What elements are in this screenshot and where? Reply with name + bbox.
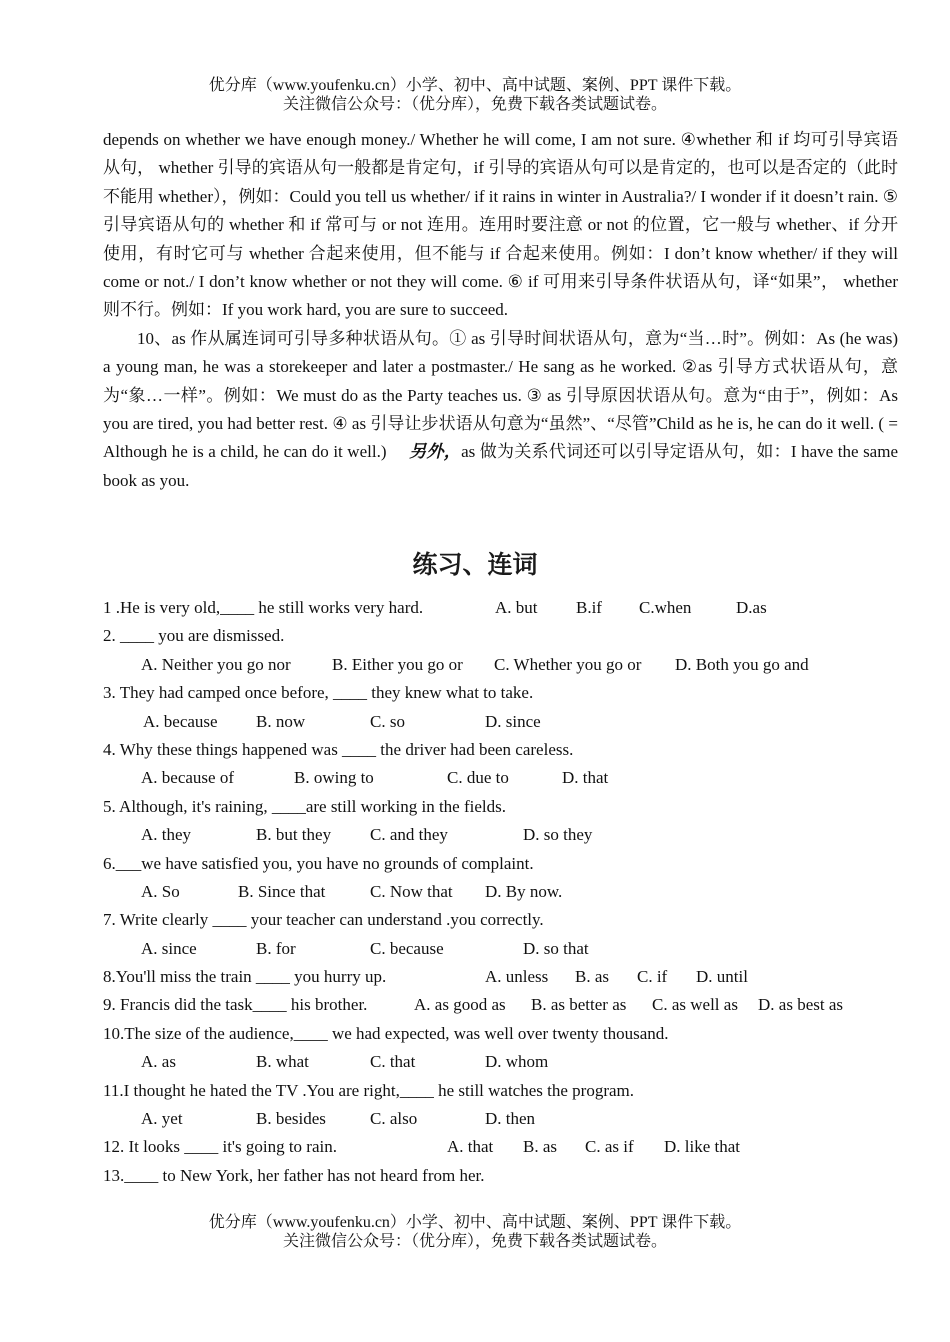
question-5-option-b: B. but they <box>256 825 332 845</box>
question-4-option-a: A. because of <box>141 768 234 788</box>
question-2-option-a: A. Neither you go nor <box>141 654 291 674</box>
question-5-options <box>103 821 903 849</box>
question-9-stem: 9. Francis did the task____ his brother. <box>103 995 368 1015</box>
question-3-option-c: C. so <box>370 711 405 731</box>
question-9-option-a: A. as good as <box>414 995 506 1015</box>
question-6-option-d: D. By now. <box>485 881 563 901</box>
question-8-option-b: B. as <box>575 967 609 987</box>
footer-line-2: 关注微信公众号：（优分库），免费下载各类试题试卷。 <box>282 1233 667 1250</box>
question-10-stem: 10.The size of the audience,____ we had expected, was well over twenty thousand. <box>103 1023 669 1043</box>
page-header <box>0 76 950 114</box>
question-2-option-c: C. Whether you go or <box>494 654 642 674</box>
question-11-option-b: B. besides <box>256 1109 326 1129</box>
question-8-option-c: C. if <box>637 967 668 987</box>
question-1-option-d: D.as <box>736 598 767 617</box>
question-8-option-a: A. unless <box>485 967 549 987</box>
question-4-options <box>103 764 903 792</box>
question-12-line <box>103 1133 903 1161</box>
question-5-stem: 5. Although, it's raining, ____are still working in the fields. <box>103 796 506 816</box>
question-stem <box>103 594 903 622</box>
question-7-option-c: C. because <box>370 938 444 958</box>
emphasis-lingwai: 另外， <box>409 442 462 462</box>
question-1-option-b: B.if <box>576 598 602 617</box>
question-12-option-c: C. as if <box>585 1137 634 1157</box>
question-5-option-c: C. and they <box>370 825 448 845</box>
question-12-option-d: D. like that <box>664 1137 741 1157</box>
notes-paragraph-whether-if: depends on whether we have enough money./ Whether he will come, I am not sure. ④whether 和 if 均可引导宾语从句， whether 引导的宾语从句一般都是肯定句，if 引导的宾语从句可以是肯定的，也可以是否定的（此时不能用 whether），例如：Could you tell us whether/ if it rains in winter in Australia?/ I wonder if it doesn’t rain. ⑤ 引导宾语从句的 whether 和 if 常可与 or not 连用。连用时要注意 or not 的位置，它一般与 whether、if 分开使用，有时它可与 whether 合起来使用，但不能与 if 合起来使用。例如：I don’t know whether/ if they will come or not./ I don’t know whether or not they will come. ⑥ if 可用来引导条件状语从句，译“如果”， whether 则不行。例如：If you work hard, you are sure to succeed. <box>103 130 898 320</box>
header-line-2: 关注微信公众号：（优分库），免费下载各类试题试卷。 <box>282 96 667 113</box>
question-4-option-c: C. due to <box>447 768 509 788</box>
question-1-stem: 1 .He is very old,____ he still works very hard. <box>103 598 424 617</box>
question-8-stem: 8.You'll miss the train ____ you hurry up. <box>103 967 387 987</box>
question-6-option-c: C. Now that <box>370 881 453 901</box>
question-2-stem: 2. ____ you are dismissed. <box>103 626 285 646</box>
question-4-option-d: D. that <box>562 768 609 788</box>
question-8-line <box>103 963 903 991</box>
exercise-list <box>103 594 903 1190</box>
question-10-option-d: D. whom <box>485 1052 549 1072</box>
question-6-options <box>103 878 903 906</box>
question-13-stem: 13.____ to New York, her father has not heard from her. <box>103 1165 485 1185</box>
question-10-option-c: C. that <box>370 1052 416 1072</box>
question-12-option-b: B. as <box>523 1137 557 1157</box>
question-7-options <box>103 935 903 963</box>
question-11-stem: 11.I thought he hated the TV .You are right,____ he still watches the program. <box>103 1080 635 1100</box>
exercise-title: 练习、连词 <box>412 550 538 579</box>
question-11-options <box>103 1105 903 1133</box>
question-4-stem: 4. Why these things happened was ____ the driver had been careless. <box>103 739 574 759</box>
page-footer <box>0 1213 950 1251</box>
question-7-option-b: B. for <box>256 938 296 958</box>
question-9-option-b: B. as better as <box>531 995 627 1015</box>
question-5-option-d: D. so they <box>523 825 593 845</box>
question-6-option-a: A. So <box>141 881 180 901</box>
question-5-option-a: A. they <box>141 825 192 845</box>
question-11-option-a: A. yet <box>141 1109 183 1129</box>
question-7-stem: 7. Write clearly ____ your teacher can understand .you correctly. <box>103 910 544 930</box>
question-9-line <box>103 991 903 1019</box>
question-6-stem: 6.___we have satisfied you, you have no grounds of complaint. <box>103 853 534 873</box>
question-3-options <box>103 708 903 736</box>
notes-paragraph-as <box>103 325 898 495</box>
header-line-1: 优分库（www.youfenku.cn）小学、初中、高中试题、案例、PPT 课件下载。 <box>208 77 742 94</box>
question-9-option-d: D. as best as <box>758 995 843 1015</box>
notes-paragraph-as-text: 10、as 作从属连词可引导多种状语从句。① as 引导时间状语从句，意为“当…时”。例如：As (he was) a young man, he was a storekeeper and later a postmaster./ He sang as he worked. ②as 引导方式状语从句，意为“象…一样”。例如：We must do as the Party teaches us. ③ as 引导原因状语从句。意为“由于”，例如：As you are tired, you had better rest. ④ as 引导让步状语从句意为“虽然”、“尽管”Child as he is, he can do it well. ( = Although he is a child, he can do it well.) <box>103 328 898 462</box>
question-1-option-a: A. but <box>495 598 538 617</box>
question-4-option-b: B. owing to <box>294 768 374 788</box>
question-7-option-a: A. since <box>141 938 197 958</box>
question-10-option-b: B. what <box>256 1052 309 1072</box>
question-10-options <box>103 1048 903 1076</box>
question-6-option-b: B. Since that <box>238 881 326 901</box>
question-2-option-d: D. Both you go and <box>675 654 809 674</box>
question-10-option-a: A. as <box>141 1052 176 1072</box>
question-3-stem: 3. They had camped once before, ____ they knew what to take. <box>103 683 534 703</box>
question-3-option-d: D. since <box>485 711 541 731</box>
question-8-option-d: D. until <box>696 967 748 987</box>
question-11-option-d: D. then <box>485 1109 536 1129</box>
question-12-stem: 12. It looks ____ it's going to rain. <box>103 1137 337 1157</box>
question-7-option-d: D. so that <box>523 938 589 958</box>
question-1-option-c: C.when <box>639 598 692 617</box>
question-3-option-a: A. because <box>143 711 218 731</box>
question-9-option-c: C. as well as <box>652 995 738 1015</box>
question-11-option-c: C. also <box>370 1109 418 1129</box>
notes-paragraph-as-tail: as 做为关系代词还可以引导定语从句，如：I have the same book as you. <box>103 442 898 490</box>
question-12-option-a: A. that <box>447 1137 494 1157</box>
question-3-option-b: B. now <box>256 711 306 731</box>
grammar-notes <box>103 126 898 495</box>
question-2-option-b: B. Either you go or <box>332 654 463 674</box>
footer-line-1: 优分库（www.youfenku.cn）小学、初中、高中试题、案例、PPT 课件下载。 <box>208 1214 742 1231</box>
question-2-options <box>103 651 903 679</box>
